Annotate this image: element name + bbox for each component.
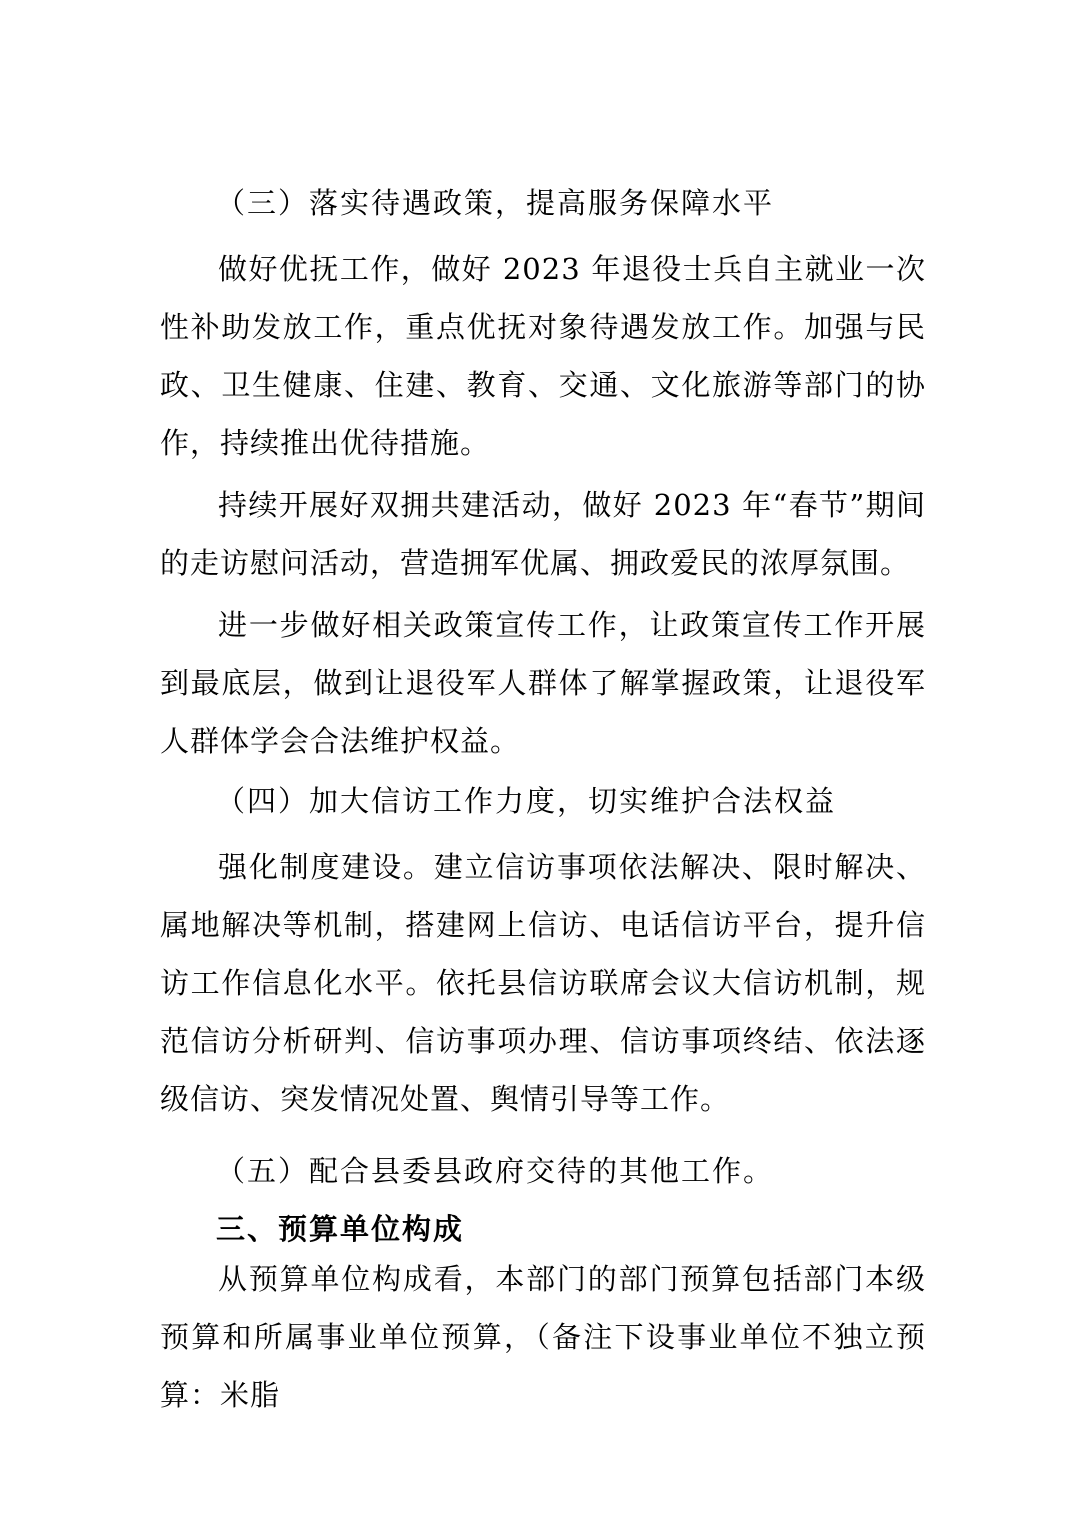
subsection-heading-4: （四）加大信访工作力度，切实维护合法权益 (216, 784, 837, 818)
paragraph-petition-system: 强化制度建设。建立信访事项依法解决、限时解决、属地解决等机制，搭建网上信访、电话信访平台，提升信访工作信息化水平。依托县信访联席会议大信访机制，规范信访分析研判、信访事项办理、信访事项终结、依法逐级信访、突发情况处置、舆情引导等工作。 (160, 850, 926, 1116)
paragraph-budget-units: 从预算单位构成看，本部门的部门预算包括部门本级预算和所属事业单位预算，（备注下设事业单位不独立预算：米脂 (160, 1262, 926, 1412)
paragraph-dual-support: 持续开展好双拥共建活动，做好 2023 年“春节”期间的走访慰问活动，营造拥军优属、拥政爱民的浓厚氛围。 (160, 488, 926, 580)
paragraph-policy-publicity: 进一步做好相关政策宣传工作，让政策宣传工作开展到最底层，做到让退役军人群体了解掌握政策，让退役军人群体学会合法维护权益。 (160, 608, 926, 758)
subsection-heading-3: （三）落实待遇政策，提高服务保障水平 (216, 186, 775, 220)
paragraph-preferential-care: 做好优抚工作，做好 2023 年退役士兵自主就业一次性补助发放工作，重点优抚对象待遇发放工作。加强与民政、卫生健康、住建、教育、交通、文化旅游等部门的协作，持续推出优待措施。 (160, 252, 926, 460)
section-title-budget-units: 三、预算单位构成 (216, 1212, 465, 1246)
subsection-heading-5: （五）配合县委县政府交待的其他工作。 (216, 1154, 775, 1188)
